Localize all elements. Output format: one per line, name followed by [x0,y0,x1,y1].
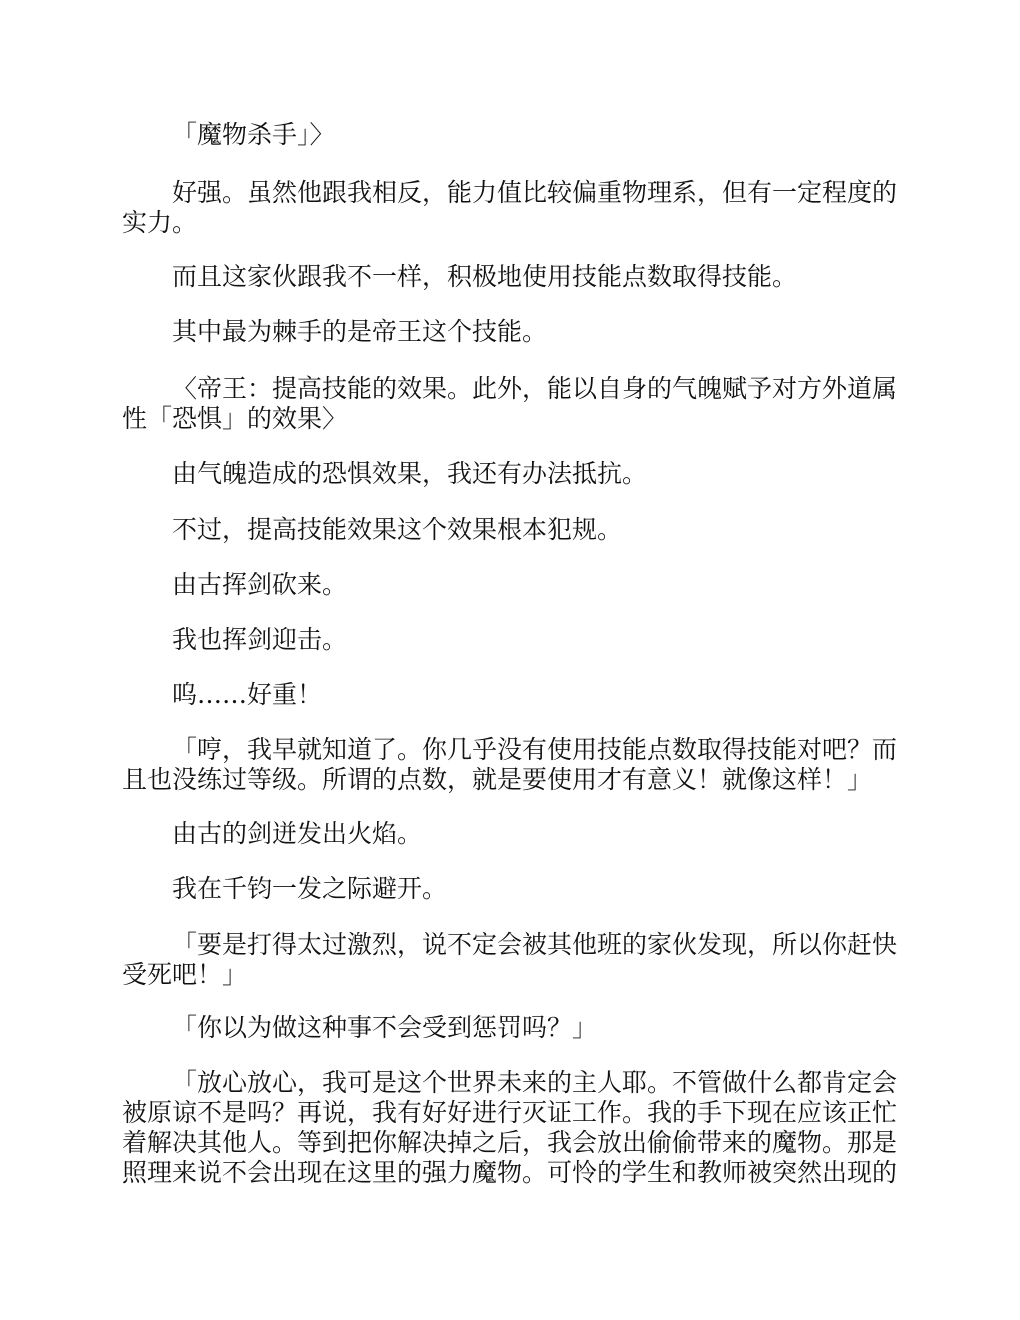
paragraph-2: 好强。虽然他跟我相反，能力值比较偏重物理系，但有一定程度的实力。 [122,178,898,237]
paragraph-13: 我在千钧一发之际避开。 [172,874,448,903]
paragraph-12: 由古的剑迸发出火焰。 [172,819,423,848]
paragraph-16: 「放心放心，我可是这个世界未来的主人耶。不管做什么都肯定会被原谅不是吗？再说，我有好好进行灭证工作。我的手下现在应该正忙着解决其他人。等到把你解决掉之后，我会放出偷偷带来的魔物。那是照理来说不会出现在这里的强力魔物。可怜的学生和教师被突然出现的 [122,1068,898,1187]
paragraph-4: 其中最为棘手的是帝王这个技能。 [172,317,548,346]
paragraph-10: 呜……好重！ [172,680,323,709]
paragraph-8: 由古挥剑砍来。 [172,570,348,599]
paragraph-1: 「魔物杀手」〉 [172,120,335,149]
paragraph-11: 「哼，我早就知道了。你几乎没有使用技能点数取得技能对吧？而且也没练过等级。所谓的点数，就是要使用才有意义！就像这样！」 [122,735,898,794]
paragraph-5: 〈帝王：提高技能的效果。此外，能以自身的气魄赋予对方外道属性「恐惧」的效果〉 [122,374,898,433]
paragraph-15: 「你以为做这种事不会受到惩罚吗？」 [172,1013,598,1042]
paragraph-7: 不过，提高技能效果这个效果根本犯规。 [172,515,623,544]
paragraph-6: 由气魄造成的恐惧效果，我还有办法抵抗。 [172,459,648,488]
paragraph-14: 「要是打得太过激烈，说不定会被其他班的家伙发现，所以你赶快受死吧！」 [122,930,898,989]
paragraph-9: 我也挥剑迎击。 [172,625,348,654]
paragraph-3: 而且这家伙跟我不一样，积极地使用技能点数取得技能。 [172,262,798,291]
